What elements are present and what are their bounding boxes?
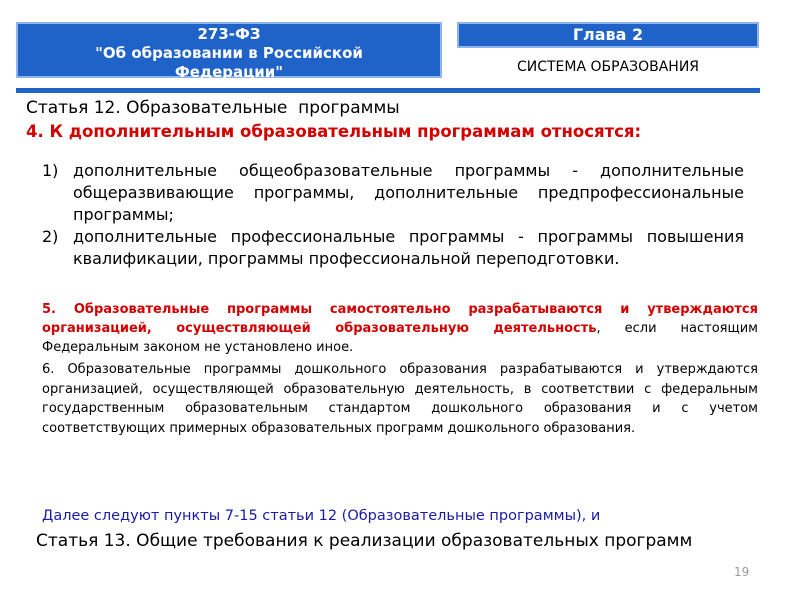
law-title-box [16,22,442,81]
point-5-rest: , если настоящим Федеральным законом не установлено иное. [42,321,758,355]
law-number: 273-ФЗ [197,25,261,43]
point-5-emphasis: 5. Образовательные программы самостоятельно разрабатываются и утверждаются организацией, осуществляющей образовательную деятельность [42,302,758,336]
list-item-number: 1) [42,161,59,180]
list-item-text: дополнительные профессиональные программы - программы повышения квалификации, программы профессиональной переподготовки. [73,227,744,268]
list-item-text: дополнительные общеобразовательные программы - дополнительные общеразвивающие программы, дополнительные предпрофессиональные программы; [73,161,744,224]
law-name-line1: "Об образовании в Российской [95,44,363,62]
law-name-line2: Федерации" [174,63,284,81]
chapter-box [457,22,759,48]
program-list [42,160,744,270]
section-title: СИСТЕМА ОБРАЗОВАНИЯ [516,59,700,75]
page-number: 19 [734,565,750,579]
further-note: Далее следуют пункты 7-15 статьи 12 (Образовательные программы), и [42,508,601,524]
point-4-heading: 4. К дополнительным образовательным программам относятся: [26,122,642,141]
divider [16,88,760,93]
list-item [42,226,744,270]
article-13-title: Статья 13. Общие требования к реализации образовательных программ [36,531,693,551]
point-6-paragraph: 6. Образовательные программы дошкольного образования разрабатываются и утверждаются организацией, осуществляющей образовательную деятельность, в соответствии с федеральным государственным образовательным стандартом дошкольного образования и с учетом соответствующих примерных образовательных программ дошкольного образования. [42,362,758,436]
article-12-title: Статья 12. Образовательные программы [26,98,400,118]
chapter-label: Глава 2 [572,25,644,44]
list-item-number: 2) [42,227,59,246]
list-item [42,160,744,226]
point-5-paragraph [42,300,758,357]
